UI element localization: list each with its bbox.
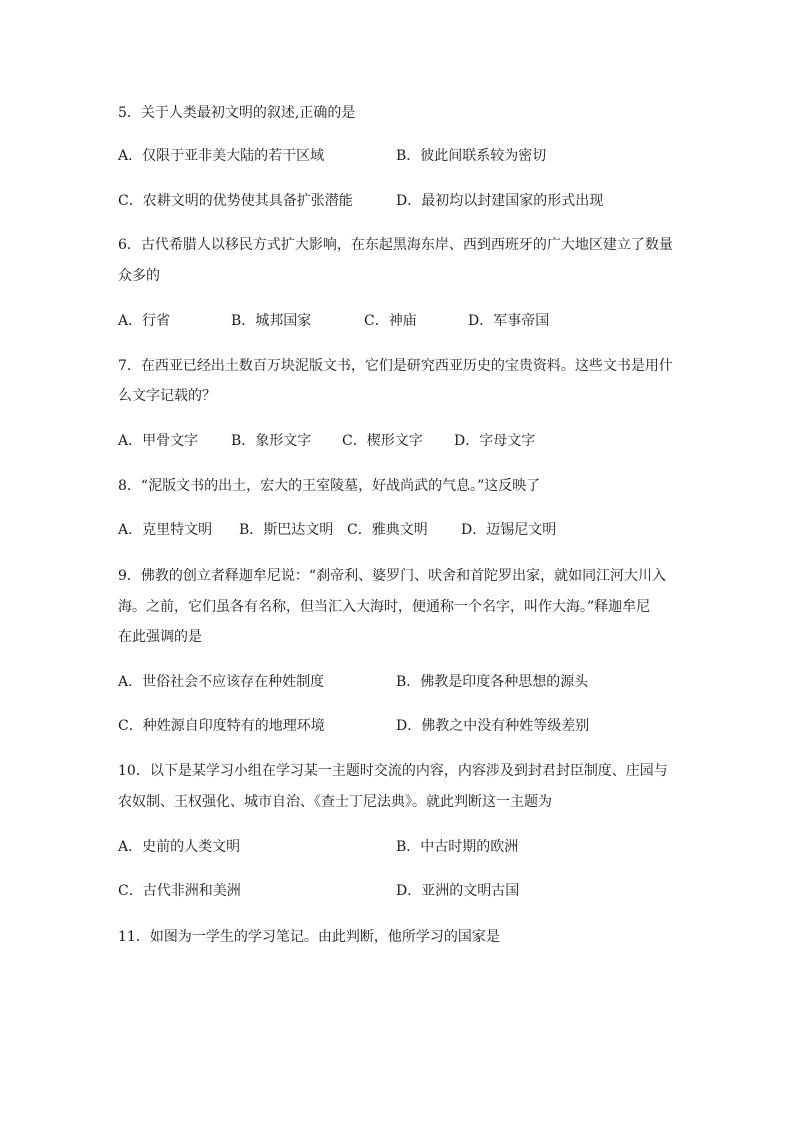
option-c: C．古代非洲和美洲: [118, 883, 241, 899]
option-d: D．亚洲的文明古国: [396, 883, 520, 899]
question-stem: 8．“泥版文书的出土，宏大的王室陵墓，好战尚武的气息。”这反映了: [118, 478, 541, 494]
option-b: B．彼此间联系较为密切: [396, 148, 547, 164]
question-stem-continued: 农奴制、王权强化、城市自治、《查士丁尼法典》。就此判断这一主题为: [118, 794, 552, 810]
question-stem-continued: 么文字记载的？: [118, 388, 216, 404]
question-stem-continued: 众多的: [118, 268, 160, 284]
option-b: B．佛教是印度各种思想的源头: [396, 674, 589, 690]
option-d: D．迈锡尼文明: [461, 522, 557, 538]
option-b: B．象形文字: [231, 433, 312, 449]
option-a: A．克里特文明: [118, 522, 213, 538]
option-c: C．农耕文明的优势使其具备扩张潜能: [118, 193, 353, 209]
option-b: B．斯巴达文明: [239, 522, 334, 538]
option-c: C．神庙: [364, 313, 417, 329]
question-stem: 11．如图为一学生的学习笔记。由此判断，他所学习的国家是: [118, 929, 500, 945]
option-c: C．雅典文明: [347, 522, 428, 538]
option-b: B．中古时期的欧洲: [396, 839, 519, 855]
question-stem-continued: 在此强调的是: [118, 629, 202, 645]
question-stem-continued: 海。之前，它们虽各有名称，但当汇入大海时，便通称一个名字，叫作大海。”释迦牟尼: [118, 599, 651, 615]
option-c: C．种姓源自印度特有的地理环境: [118, 718, 325, 734]
option-d: D．佛教之中没有种姓等级差别: [396, 718, 590, 734]
question-stem: 9．佛教的创立者释迦牟尼说：“刹帝利、婆罗门、吠舍和首陀罗出家，就如同江河大川入: [118, 568, 667, 584]
option-a: A．行省: [118, 313, 171, 329]
option-d: D．字母文字: [454, 433, 536, 449]
option-d: D．最初均以封建国家的形式出现: [396, 193, 604, 209]
option-a: A．世俗社会不应该存在种姓制度: [118, 674, 325, 690]
question-stem: 5．关于人类最初文明的叙述,正确的是: [118, 105, 356, 121]
option-a: A．仅限于亚非美大陆的若干区域: [118, 148, 325, 164]
option-a: A．史前的人类文明: [118, 839, 241, 855]
option-b: B．城邦国家: [231, 313, 312, 329]
question-stem: 10．以下是某学习小组在学习某一主题时交流的内容，内容涉及到封君封臣制度、庄园与: [118, 763, 668, 779]
option-d: D．军事帝国: [468, 313, 550, 329]
question-stem: 6．古代希腊人以移民方式扩大影响，在东起黑海东岸、西到西班牙的广大地区建立了数量: [118, 237, 673, 253]
question-stem: 7．在西亚已经出土数百万块泥版文书，它们是研究西亚历史的宝贵资料。这些文书是用什: [118, 358, 673, 374]
option-a: A．甲骨文字: [118, 433, 199, 449]
option-c: C．楔形文字: [342, 433, 423, 449]
